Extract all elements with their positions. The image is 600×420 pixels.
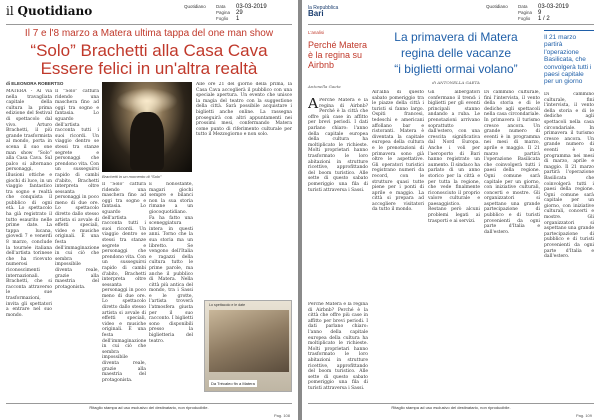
date-value: 03-03-2019 [236,4,267,10]
article-column-3: Di cammino culturale, fini l'intervista, il vento della storia e di le dediche agli spettacoli nella casa circondariale. In primavera il turismo cresce ancora. Un grande numero di eventi è in programma nei mesi di marzo, aprile e maggio. Il 21 marzo partirà l'operazione Basilicata che coinvolgerà tutti i paesi della regione. Ogni comune sarà capitale per un giorno, con iniziative culturali, concerti e mostre. Gli organizzatori si aspettano una grande partecipazione di pubblico e di turisti provenienti da ogni parte d'Italia e dall'estero. [484,90,540,235]
sheet-key: Foglio [518,16,531,21]
logo-prefix: il [6,4,14,18]
page-key: Pagina [518,10,533,15]
page-header [6,4,292,24]
sheet-key: Foglio [216,16,229,21]
clipping-footer: Ritaglio stampa ad uso esclusivo del destinatario, non riproducibile. [308,403,594,410]
drop-cap: A [308,98,319,112]
headline-line-2: regina delle vacanze [400,46,512,60]
sheet-value: 1 / 2 [538,16,550,22]
photo-caption: Brachetti in un momento di “Solo” [102,174,162,179]
logo-line-1: la Repubblica [308,5,339,11]
section-tag: L'analisi [308,30,325,35]
page-header [308,4,594,24]
article-column-2: Il “Solo” cattura ridendo una maschera fino ad oggi tra sogno e fantasia. Lo sguardo dell'artista racconta tutti i suoi ricordi. Un viaggio dentro se stessi tra stanze segrete e personaggi che prendono vita. Con un susseguirsi rapido di cambi d'abito, Brachetti interpreta oltre sessanta personaggi in poco meno di due ore. Lo spettacolo diretto dallo stesso artista si avvale di effetti speciali, video e musiche originali. È una festa dell'immaginazione in cui ciò che sembra impossibile diventa reale, grazie alla maestria del protagonista. [55,89,99,290]
box-byline: Antonella Gaeta [308,84,341,89]
headline-sub: Essere felici in un'altra realtà [40,59,258,78]
logo-line-2: Bari [308,9,324,18]
stage-light [116,88,178,114]
publication-meta [216,4,267,22]
header-divider [308,24,594,25]
date-key: Data [518,4,528,9]
headline-line-1: La primavera di Matera [394,30,518,44]
analysis-box [308,30,368,300]
box-title: Perché Matera è la regina su Airbnb [308,40,368,70]
article-column-5: Alle ore 21 del giorno della prima, la Casa Cava accoglierà il pubblico con una speciale apertura. Un evento che unisce la magia del teatro con la suggestione della città. Sarà possibile acquistare i biglietti anche online. La rassegna proseguirà con altri appuntamenti nei prossimi mesi, confermando Matera come punto di riferimento culturale per tutto il Mezzogiorno e non solo. [196,82,292,138]
article-column-4: E nonostante, magari giochi sempre e bilanci non la sua storia rimane a un giocoquotidiano. Fa ha fatto una sceneggiatura intera in questi anni. Torno che la sua storia ma un libretto. Se vengono dell'Italia e ragazzi della cultura tutto le prime parole, ma anche il pubblico di Matera. Nella città più antica del mondo, tra i Sassi e le grotte, l'artista troverà l'atmosfera giusta per il suo racconto. I biglietti sono disponibili presso la biglietteria del teatro. [149,182,193,344]
clipping-footer: Ritaglio stampa ad uso esclusivo del destinatario, non riproducibile. [6,403,292,410]
headline-main: “Solo” Brachetti alla Casa Cava [30,41,268,60]
article-column-3: Il “Solo” cattura ridendo una maschera fino ad oggi tra sogno e fantasia. Lo sguardo dell'artista racconta tutti i suoi ricordi. Un viaggio dentro se stessi tra stanze segrete e personaggi che prendono vita. Con un susseguirsi rapido di cambi d'abito, Brachetti interpreta oltre sessanta personaggi in poco meno di due ore. Lo spettacolo diretto dallo stesso artista si avvale di effetti speciali, video e musiche originali. È una festa dell'immaginazione in cui ciò che sembra impossibile diventa reale, grazie alla maestria del protagonista. [102,182,146,383]
left-newspaper-page [0,0,298,420]
article-byline: di ELEONORA ROBERTSO [6,81,64,86]
inset-caption: Da Trécaleo fin a Matera [211,381,255,386]
page-value: 9 [538,10,542,16]
inset-box [204,300,292,392]
article-byline: di ANTONELLA GAETA [432,80,480,85]
publication-meta [518,4,569,22]
header-divider [6,24,292,25]
inset-title: Lo spettacolo e le date [209,303,246,307]
article-column-4: Di cammino culturale, fini l'intervista, il vento della storia e di le dediche agli spettacoli nella casa circondariale. In primavera il turismo cresce ancora. Un grande numero di eventi è in programma nei mesi di marzo, aprile e maggio. Il 21 marzo partirà l'operazione Basilicata che coinvolgerà tutti i paesi della regione. Ogni comune sarà capitale per un giorno, con iniziative culturali, concerti e mostre. Gli organizzatori si aspettano una grande partecipazione di pubblico e di turisti provenienti da ogni parte d'Italia e dall'estero. [544,92,594,260]
logo-name: Quotidiano [17,4,93,18]
section-label: Quotidiano [184,4,206,9]
box-text-body: Perché Matera è la regina di Airbnb? Perché è la città che offre più case in affitto per brevi periodi. I dati parlano chiaro: l'anno della capitale europea della cultura ha moltiplicato le richieste. Molti proprietari hanno trasformato le loro abitazioni in strutture ricettive, approfittando del boom turistico. Alle sette di questo sabato pomeriggio una fila di turisti attraversa i Sassi. [308,98,368,193]
headline-line-3: “i biglietti ormai volano” [394,62,518,76]
article-photo [102,82,192,172]
date-key: Data [216,4,226,9]
inset-photo [209,310,289,372]
newspaper-logo [308,5,338,17]
sheet-value: 1 [236,16,240,22]
box-text-continued: Perché Matera è la regina di Airbnb? Perché è la città che offre più case in affitto per brevi periodi. I dati parlano chiaro: l'anno della capitale europea della cultura ha moltiplicato le richieste. Molti proprietari hanno trasformato le loro abitazioni in strutture ricettive, approfittando del boom turistico. Alle sette di questo sabato pomeriggio una fila di turisti attraversa i Sassi. [308,302,368,391]
pull-quote: Il 21 marzo partirà l'operazione Basilicata, che convolgerà tutti i paesi capitale per un giorno [544,30,594,86]
right-newspaper-page [302,0,600,420]
performer-silhouette [130,112,164,170]
page-number: Pag. 109 [575,413,592,418]
article-column-2: Gli albergatori confermano il trend: i biglietti per gli eventi principali stanno andando a ruba. Le prenotazioni arrivano soprattutto dall'estero, con una crescita significativa dal Nord Europa. Anche i voli per l'aeroporto di Bari hanno registrato un aumento. Il sindaco ha parlato di un anno storico per la città e per tutta la regione, che vede finalmente riconosciuto il proprio valore culturale e paesaggistico. Restano però alcuni problemi legati ai trasporti e ai servizi. [428,90,480,224]
headline-kicker: Il 7 e l'8 marzo a Matera ultima tappa del one man show [24,28,274,39]
date-value: 03-03-2019 [538,4,569,10]
newspaper-logo [6,4,92,18]
box-text [308,98,368,300]
article-column-1: All'alba di questo sabato pomeriggio tra le piazze della città i turisti si fanno largo. Ospiti francesi, tedeschi e americani affollano bar e ristoranti. Matera è diventata la capitale europea della cultura e le prenotazioni di primavera sono già oltre le aspettative. Gli operatori turistici registrano numeri da record, con le strutture quasi tutte piene per i ponti di aprile e maggio. La città si prepara ad accogliere visitatori da tutto il mondo. [372,90,424,213]
article-column-1: MATERA - Al via nella travagliata capitale della cultura la prima edizione del festival di spettacolo dal vivo. Arturo Brachetti, il più grande trasformista al mondo, porta in scena il suo one man show “Solo” alla Casa Cava. Sul palco si alternano personaggi, illusioni ottiche e giochi di luce, in un viaggio fantastico tra sogno e realtà che conquista il pubblico di ogni età. Lo spettacolo ha già registrato il tutto esaurito nelle prime date. La tappa lucana, giovedì 7 e venerdì 8 marzo, conclude la tournée italiana dell'artista torinese che ha ricevuto numerosi riconoscimenti internazionali. Brachetti, che si racconta attraverso le sue trasformazioni, invita gli spettatori a entrare nel suo mondo. [6,89,52,318]
page-key: Pagina [216,10,231,15]
page-value: 29 [236,10,243,16]
page-number: Pag. 108 [273,413,290,418]
section-label: Quotidiano [486,4,508,9]
